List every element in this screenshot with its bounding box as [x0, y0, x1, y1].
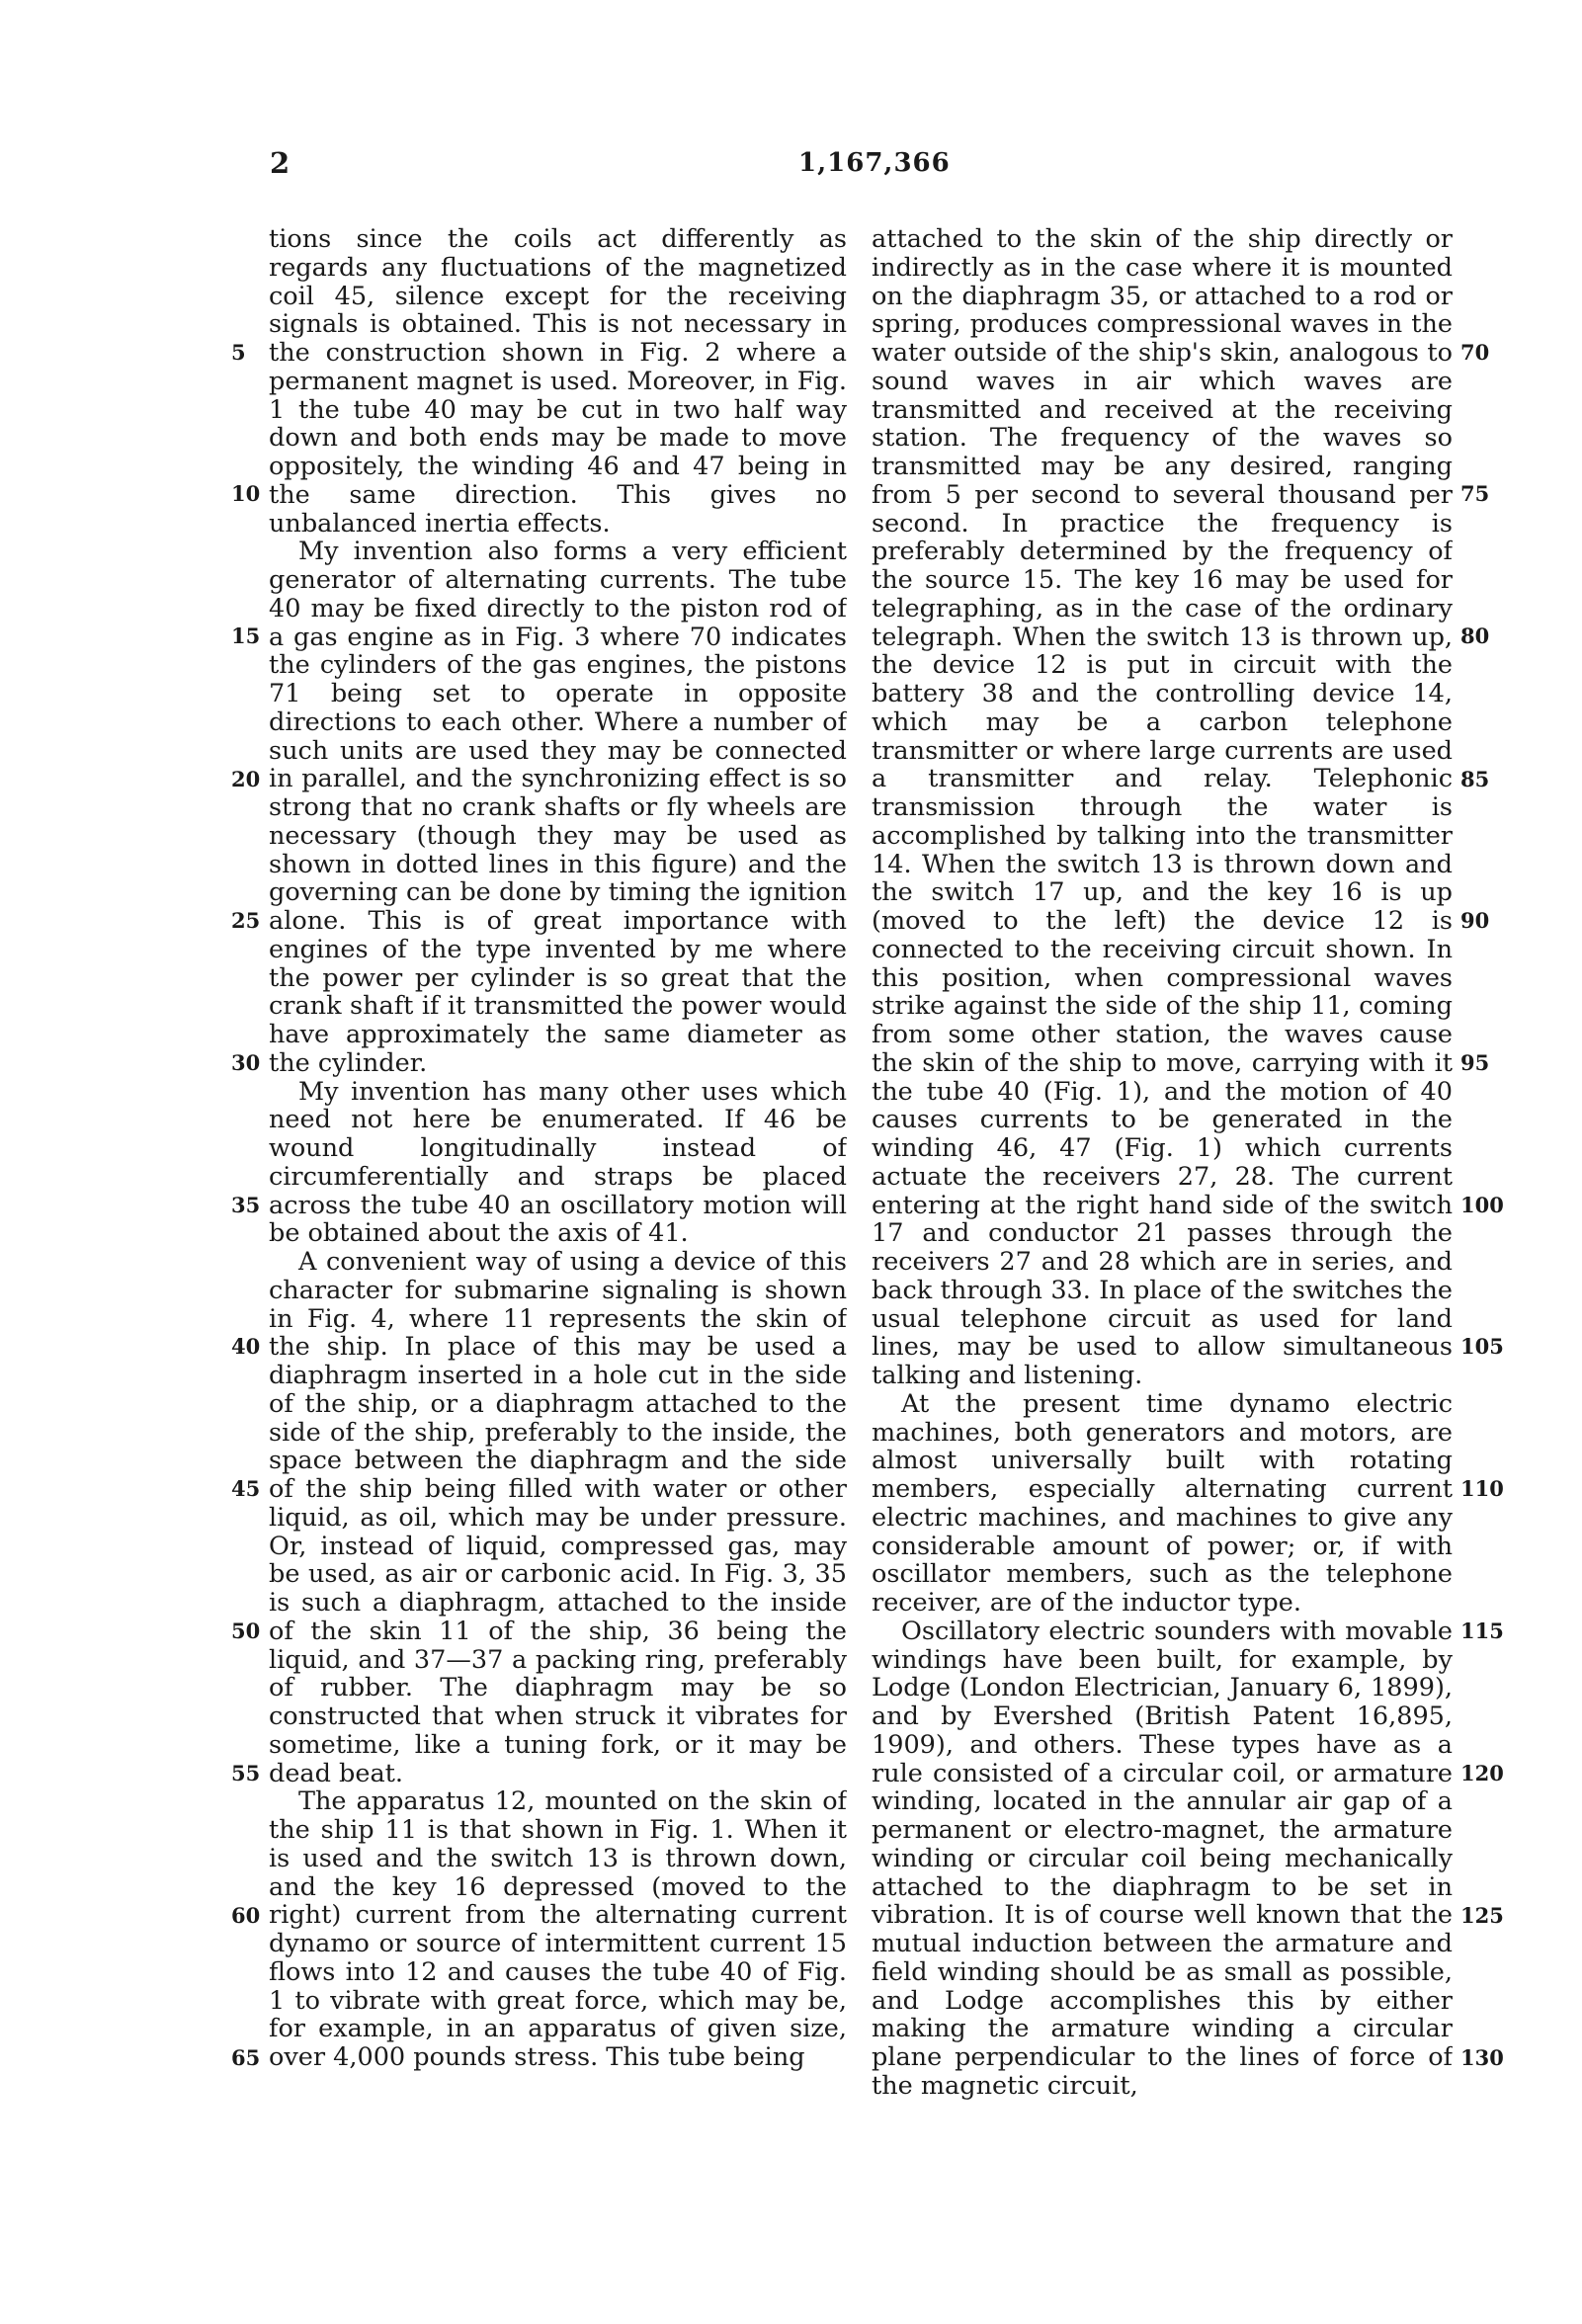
line-number: 35 [231, 1193, 261, 1217]
line-number: 115 [1460, 1618, 1504, 1643]
line-number: 65 [231, 2045, 261, 2070]
line-number: 30 [231, 1050, 261, 1075]
line-number: 130 [1460, 2045, 1504, 2070]
paragraph: My invention also forms a very efficient generator of alternating currents. The tube 40 may be fixed directly to the piston rod of a gas engine as in Fig. 3 where 70 indicates the cylinders of the gas engines, the pistons 71 being set to operate in opposite directions to each other. Where a number of such units are used they may be connected in parallel, and the synchronizing effect is so strong that no crank shafts or fly wheels are necessary (though they may be used as shown in dotted lines in this figure) and the governing can be done by timing the ignition alone. This is of great importance with engines of the type invented by me where the power per cylinder is so great that the crank shaft if it transmitted the power would have approximately the same diameter as the cylinder. [269, 537, 847, 1078]
paragraph: tions since the coils act differently as regards any fluctuations of the magnetized coil 45, silence except for the receiving signals is obtained. This is not necessary in the construction shown in Fig. 2 where a permanent magnet is used. Moreover, in Fig. 1 the tube 40 may be cut in two half way down and both ends may be made to move oppositely, the winding 46 and 47 being in the same direction. This gives no unbalanced inertia effects. [269, 225, 847, 539]
line-number: 125 [1460, 1903, 1504, 1928]
line-number: 60 [231, 1903, 261, 1928]
line-number: 15 [231, 623, 261, 648]
line-number: 55 [231, 1761, 261, 1785]
page-number: 2 [270, 146, 291, 180]
line-number: 20 [231, 767, 261, 791]
paragraph: A convenient way of using a device of this character for submarine signaling is shown in Fig. 4, where 11 represents the skin of the ship. In place of this may be used a diaphragm inserted in a hole cut in the side of the ship, or a diaphragm attached to the side of the ship, preferably to the inside, the space between the diaphragm and the side of the ship being filled with water or other liquid, as oil, which may be under pressure. Or, instead of liquid, compressed gas, may be used, as air or carbonic acid. In Fig. 3, 35 is such a diaphragm, attached to the inside of the skin 11 of the ship, 36 being the liquid, and 37—37 a packing ring, preferably of rubber. The diaphragm may be so constructed that when struck it vibrates for sometime, like a tuning fork, or it may be dead beat. [269, 1247, 847, 1788]
line-number: 85 [1460, 767, 1490, 791]
paragraph: My invention has many other uses which need not here be enumerated. If 46 be wound longitudinally instead of circumferentially and straps be placed across the tube 40 an oscillatory motion will be obtained about the axis of 41. [269, 1076, 847, 1249]
line-number: 50 [231, 1618, 261, 1643]
patent-number: 1,167,366 [798, 148, 951, 178]
right-text-column [872, 225, 1453, 2103]
line-number: 5 [231, 340, 246, 365]
line-number: 40 [231, 1334, 261, 1359]
line-number: 10 [231, 481, 261, 506]
paragraph: At the present time dynamo electric machines, both generators and motors, are almost universally built with rotating members, especially alternating current electric machines, and machines to give any considerable amount of power; or, if with oscillator members, such as the telephone receiver, are of the inductor type. [872, 1388, 1453, 1618]
line-number: 120 [1460, 1761, 1504, 1785]
line-number: 95 [1460, 1050, 1490, 1075]
line-number: 70 [1460, 340, 1490, 365]
paragraph: attached to the skin of the ship directly or indirectly as in the case where it is mounted on the diaphragm 35, or attached to a rod or spring, produces compressional waves in the water outside of the ship's skin, analogous to sound waves in air which waves are transmitted and received at the receiving station. The frequency of the waves so transmitted may be any desired, ranging from 5 per second to several thousand per second. In practice the frequency is preferably determined by the frequency of the source 15. The key 16 may be used for telegraphing, as in the case of the ordinary telegraph. When the switch 13 is thrown up, the device 12 is put in circuit with the battery 38 and the controlling device 14, which may be a carbon telephone transmitter or where large currents are used a transmitter and relay. Telephonic transmission through the water is accomplished by talking into the transmitter 14. When the switch 13 is thrown down and the switch 17 up, and the key 16 is up (moved to the left) the device 12 is connected to the receiving circuit shown. In this position, when compressional waves strike against the side of the ship 11, coming from some other station, the waves cause the skin of the ship to move, carrying with it the tube 40 (Fig. 1), and the motion of 40 causes currents to be generated in the winding 46, 47 (Fig. 1) which currents actuate the receivers 27, 28. The current entering at the right hand side of the switch 17 and conductor 21 passes through the receivers 27 and 28 which are in series, and back through 33. In place of the switches the usual telephone circuit as used for land lines, may be used to allow simultaneous talking and listening. [872, 225, 1453, 1390]
line-number: 100 [1460, 1193, 1504, 1217]
paragraph: Oscillatory electric sounders with movable windings have been built, for example, by Lodge (London Electrician, January 6, 1899), and by Evershed (British Patent 16,895, 1909), and others. These types have as a rule consisted of a circular coil, or armature winding, located in the annular air gap of a permanent or electro-magnet, the armature winding or circular coil being mechanically attached to the diaphragm to be set in vibration. It is of course well known that the mutual induction between the armature and field winding should be as small as possible, and Lodge accomplishes this by either making the armature winding a circular plane perpendicular to the lines of force of the magnetic circuit, [872, 1616, 1453, 2101]
line-number: 45 [231, 1476, 261, 1501]
line-number: 25 [231, 908, 261, 933]
line-number: 105 [1460, 1334, 1504, 1359]
line-number: 90 [1460, 908, 1490, 933]
left-text-column [269, 225, 847, 2103]
line-number: 80 [1460, 623, 1490, 648]
paragraph: The apparatus 12, mounted on the skin of the ship 11 is that shown in Fig. 1. When it is used and the switch 13 is thrown down, and the key 16 depressed (moved to the right) current from the alternating current dynamo or source of intermittent current 15 flows into 12 and causes the tube 40 of Fig. 1 to vibrate with great force, which may be, for example, in an apparatus of given size, over 4,000 pounds stress. This tube being [269, 1786, 847, 2072]
line-number: 110 [1460, 1476, 1504, 1501]
line-number: 75 [1460, 481, 1490, 506]
